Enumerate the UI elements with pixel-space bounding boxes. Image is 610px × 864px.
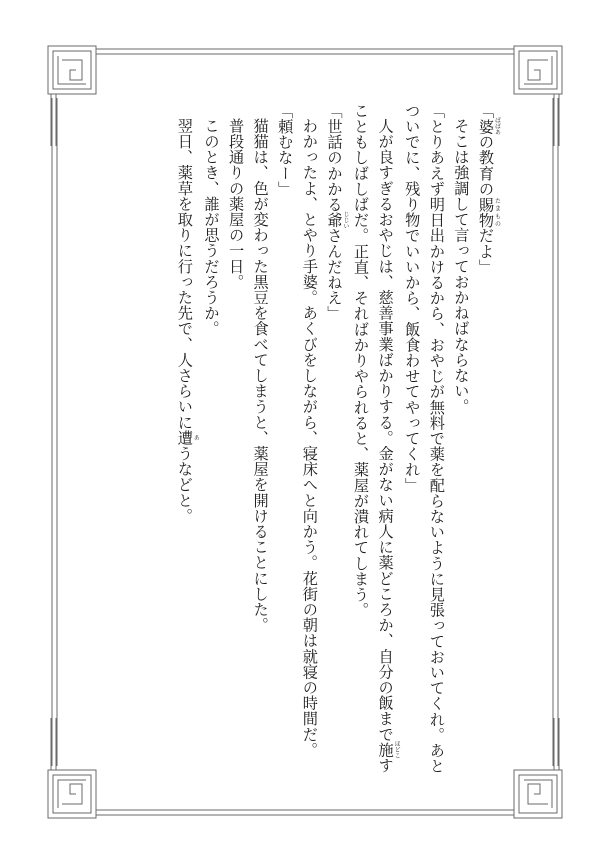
- text-segment: 「: [477, 103, 495, 119]
- text-segment: 猫猫は、色が変わった黒豆を食べてしまうと、薬屋を開けることにした。: [251, 118, 270, 633]
- text-segment: こともしばしばだ。正直、そればかりやられると、薬屋が潰れてしまう。: [352, 103, 371, 618]
- text-line-6: [348, 103, 373, 793]
- text-line-3: [424, 103, 449, 793]
- corner-ornament-top-left: [48, 46, 148, 146]
- text-line-4: [400, 103, 425, 793]
- text-segment: 翌日、薬草を取りに行った先で、人さらいに: [175, 118, 194, 431]
- ruby-reading: ばばあ: [493, 117, 501, 136]
- ruby-reading: じじい: [341, 211, 349, 230]
- text-line-1: [473, 103, 500, 793]
- text-segment: このとき、誰が思うだろうか。: [202, 118, 221, 337]
- ruby-word: [477, 196, 501, 228]
- text-segment: そこは強調して言っておかねばならない。: [452, 118, 471, 415]
- ruby-reading: ほどこ: [393, 741, 401, 759]
- text-line-5: [373, 103, 400, 793]
- ruby-reading: あ: [192, 430, 200, 446]
- text-segment: の教育の: [477, 134, 495, 197]
- text-lines: [172, 103, 500, 793]
- text-line-7: [322, 103, 349, 793]
- ruby-reading: たまもの: [493, 196, 501, 228]
- ruby-word: [376, 741, 401, 759]
- text-line-8: [297, 103, 322, 793]
- text-line-12: [199, 103, 224, 793]
- ruby-base: 遭: [175, 430, 194, 446]
- text-segment: ついでに、残り物でいいから、飯食わせてやってくれ」: [403, 103, 422, 493]
- ruby-base: 施: [376, 741, 395, 759]
- text-segment: す: [376, 757, 395, 774]
- ruby-base: 賜物: [477, 196, 495, 228]
- ruby-word: [325, 211, 349, 230]
- text-segment: うなどと。: [175, 445, 194, 524]
- vertical-text-area: [175, 103, 501, 793]
- text-line-9: [273, 103, 298, 793]
- ruby-word: [175, 430, 200, 446]
- text-segment: わかったよ、とやり手婆。あくびをしながら、寝床へと向かう。花街の朝は就寝の時間だ。: [300, 118, 319, 758]
- text-segment: 普段通りの薬屋の一日。: [227, 118, 246, 290]
- ruby-base: 爺: [325, 211, 344, 229]
- corner-ornament-bottom-left: [48, 718, 148, 818]
- text-segment: 「頼むなー」: [276, 103, 295, 197]
- text-line-11: [223, 103, 248, 793]
- ruby-word: [477, 117, 501, 136]
- text-line-13: [172, 103, 199, 793]
- text-segment: 「世話のかかる: [325, 103, 344, 213]
- text-segment: 「とりあえず明日出かけるから、おやじが無料で薬を配らないように見張っておいてくれ。あと: [427, 103, 446, 774]
- text-line-10: [248, 103, 273, 793]
- text-segment: さんだねえ」: [325, 227, 344, 322]
- ruby-base: 婆: [477, 117, 495, 136]
- text-line-2: [449, 103, 474, 793]
- text-segment: 人が良すぎるおやじは、慈善事業ばかりする。金がない病人に薬どころか、自分の飯まで: [376, 118, 395, 743]
- text-segment: だよ」: [477, 227, 495, 275]
